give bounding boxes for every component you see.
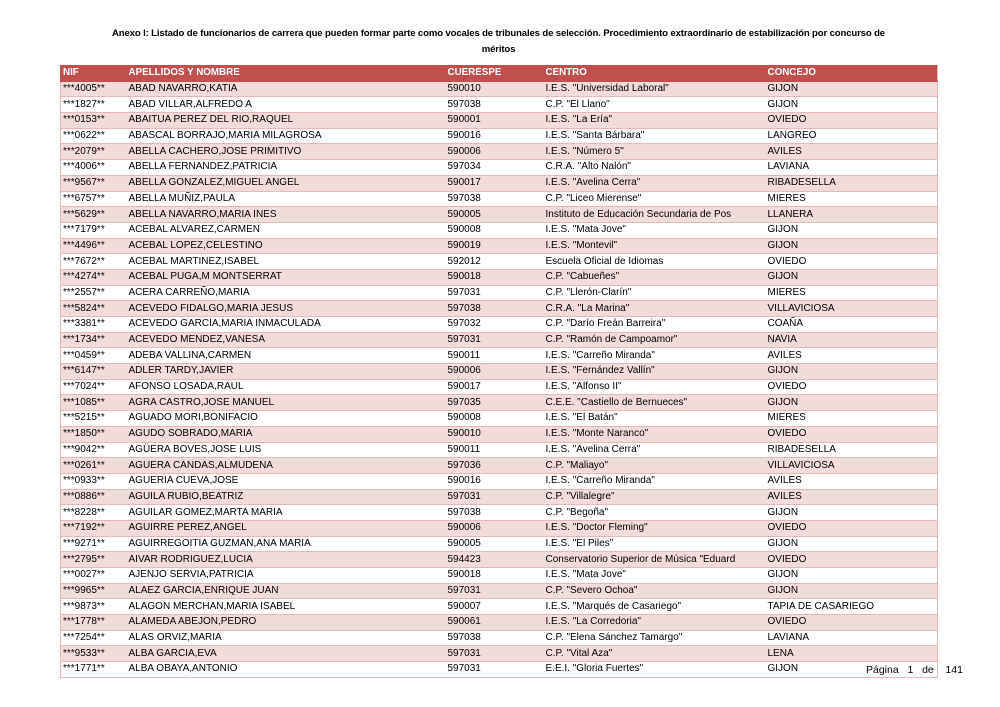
cell-name: ACERA CARREÑO,MARIA [127, 285, 446, 301]
cell-name: ALAMEDA ABEJON,PEDRO [127, 615, 446, 631]
cell-concejo: GIJON [766, 568, 938, 584]
table-row [61, 191, 938, 207]
document-title-line-1: Anexo I: Listado de funcionarios de carrera que pueden formar parte como vocales de tribunales de selección. Procedimiento extraordinario de estabilización por concurso de [112, 28, 885, 39]
table-row [61, 160, 938, 176]
cell-cueresp: 592012 [446, 254, 544, 270]
column-header-nif: NIF [61, 66, 127, 82]
cell-name: AGUERA CANDAS,ALMUDENA [127, 458, 446, 474]
cell-concejo: MIERES [766, 191, 938, 207]
cell-centro: I.E.S. "Carreño Miranda" [544, 348, 766, 364]
cell-concejo: OVIEDO [766, 113, 938, 129]
cell-nif: ***6757** [61, 191, 127, 207]
table-row [61, 473, 938, 489]
page-number [866, 664, 963, 676]
cell-name: ACEVEDO GARCIA,MARIA INMACULADA [127, 317, 446, 333]
cell-centro: I.E.S. "Universidad Laboral" [544, 81, 766, 97]
cell-cueresp: 590017 [446, 175, 544, 191]
cell-nif: ***9873** [61, 599, 127, 615]
cell-cueresp: 597031 [446, 662, 544, 678]
table-row [61, 285, 938, 301]
cell-centro: C.R.A. "Alto Nalón" [544, 160, 766, 176]
cell-centro: I.E.S. "El Batán" [544, 411, 766, 427]
cell-name: ALAEZ GARCIA,ENRIQUE JUAN [127, 583, 446, 599]
page-label: Página [866, 664, 899, 676]
cell-centro: C.P. "Darío Freán Barreira" [544, 317, 766, 333]
cell-cueresp: 597031 [446, 332, 544, 348]
cell-cueresp: 597036 [446, 458, 544, 474]
cell-nif: ***9271** [61, 536, 127, 552]
table-row [61, 458, 938, 474]
cell-centro: C.P. "Villalegre" [544, 489, 766, 505]
cell-nif: ***5629** [61, 207, 127, 223]
cell-nif: ***1771** [61, 662, 127, 678]
cell-concejo: RIBADESELLA [766, 442, 938, 458]
table-row [61, 630, 938, 646]
cell-centro: I.E.S. "Alfonso II" [544, 379, 766, 395]
cell-centro: I.E.S. "Doctor Fleming" [544, 520, 766, 536]
cell-name: AGRA CASTRO,JOSE MANUEL [127, 395, 446, 411]
cell-cueresp: 590006 [446, 144, 544, 160]
cell-nif: ***5215** [61, 411, 127, 427]
cell-concejo: GIJON [766, 536, 938, 552]
cell-name: ACEVEDO MENDEZ,VANESA [127, 332, 446, 348]
cell-cueresp: 597038 [446, 191, 544, 207]
cell-concejo: TAPIA DE CASARIEGO [766, 599, 938, 615]
cell-concejo: GIJON [766, 364, 938, 380]
table-row [61, 520, 938, 536]
cell-name: ABAD VILLAR,ALFREDO A [127, 97, 446, 113]
cell-nif: ***4274** [61, 269, 127, 285]
officials-table [60, 65, 938, 678]
cell-concejo: OVIEDO [766, 254, 938, 270]
cell-nif: ***0933** [61, 473, 127, 489]
cell-cueresp: 590018 [446, 568, 544, 584]
table-row [61, 348, 938, 364]
cell-centro: C.P. "Elena Sánchez Tamargo" [544, 630, 766, 646]
cell-cueresp: 590010 [446, 81, 544, 97]
cell-nif: ***0027** [61, 568, 127, 584]
cell-cueresp: 590008 [446, 411, 544, 427]
column-header-centro: CENTRO [544, 66, 766, 82]
cell-concejo: COAÑA [766, 317, 938, 333]
table-row [61, 505, 938, 521]
cell-cueresp: 590006 [446, 520, 544, 536]
cell-concejo: OVIEDO [766, 615, 938, 631]
cell-name: ACEBAL PUGA,M MONTSERRAT [127, 269, 446, 285]
cell-cueresp: 597032 [446, 317, 544, 333]
cell-nif: ***0622** [61, 128, 127, 144]
cell-concejo: OVIEDO [766, 552, 938, 568]
cell-concejo: GIJON [766, 395, 938, 411]
cell-cueresp: 590007 [446, 599, 544, 615]
table-row [61, 128, 938, 144]
cell-concejo: GIJON [766, 662, 938, 678]
table-row [61, 552, 938, 568]
cell-nif: ***4496** [61, 238, 127, 254]
cell-name: AGUERIA CUEVA,JOSE [127, 473, 446, 489]
cell-cueresp: 597031 [446, 646, 544, 662]
cell-name: ACEBAL MARTINEZ,ISABEL [127, 254, 446, 270]
table-row [61, 599, 938, 615]
table-row [61, 317, 938, 333]
cell-centro: C.P. "Vital Aza" [544, 646, 766, 662]
table-body [61, 81, 938, 677]
cell-nif: ***0886** [61, 489, 127, 505]
cell-nif: ***2795** [61, 552, 127, 568]
cell-nif: ***1085** [61, 395, 127, 411]
cell-concejo: LLANERA [766, 207, 938, 223]
cell-centro: I.E.S. "Montevil" [544, 238, 766, 254]
cell-name: ALBA OBAYA,ANTONIO [127, 662, 446, 678]
cell-cueresp: 597038 [446, 301, 544, 317]
cell-centro: I.E.S. "Avelina Cerra" [544, 175, 766, 191]
table-row [61, 395, 938, 411]
column-header-concejo: CONCEJO [766, 66, 938, 82]
cell-cueresp: 590017 [446, 379, 544, 395]
cell-name: ABELLA NAVARRO,MARIA INES [127, 207, 446, 223]
table-row [61, 662, 938, 678]
cell-centro: C.P. "Llerón-Clarín" [544, 285, 766, 301]
cell-cueresp: 597038 [446, 97, 544, 113]
table-header-row [61, 66, 938, 82]
table-row [61, 144, 938, 160]
table-row [61, 269, 938, 285]
cell-centro: I.E.S. "La Corredoria" [544, 615, 766, 631]
cell-name: ABASCAL BORRAJO,MARIA MILAGROSA [127, 128, 446, 144]
cell-cueresp: 590061 [446, 615, 544, 631]
cell-name: AGUIRREGOITIA GUZMAN,ANA MARIA [127, 536, 446, 552]
page-total: 141 [945, 664, 963, 676]
cell-concejo: LENA [766, 646, 938, 662]
cell-concejo: VILLAVICIOSA [766, 458, 938, 474]
document-title-line-2: méritos [481, 44, 516, 55]
cell-nif: ***7179** [61, 222, 127, 238]
cell-nif: ***7254** [61, 630, 127, 646]
cell-nif: ***9567** [61, 175, 127, 191]
cell-name: AJENJO SERVIA,PATRICIA [127, 568, 446, 584]
cell-centro: I.E.S. "El Piles" [544, 536, 766, 552]
cell-nif: ***1850** [61, 426, 127, 442]
cell-name: ALAGON MERCHAN,MARIA ISABEL [127, 599, 446, 615]
cell-centro: C.P. "El Llano" [544, 97, 766, 113]
cell-cueresp: 590005 [446, 536, 544, 552]
cell-name: AGUIRRE PEREZ,ANGEL [127, 520, 446, 536]
table-row [61, 113, 938, 129]
cell-concejo: MIERES [766, 411, 938, 427]
cell-nif: ***5824** [61, 301, 127, 317]
cell-name: ALAS ORVIZ,MARIA [127, 630, 446, 646]
cell-nif: ***9965** [61, 583, 127, 599]
cell-nif: ***4005** [61, 81, 127, 97]
page-current: 1 [907, 664, 914, 676]
table-row [61, 489, 938, 505]
cell-nif: ***0153** [61, 113, 127, 129]
table-row [61, 379, 938, 395]
cell-name: ACEBAL ALVAREZ,CARMEN [127, 222, 446, 238]
cell-centro: I.E.S. "Santa Bárbara" [544, 128, 766, 144]
cell-name: AGUILA RUBIO,BEATRIZ [127, 489, 446, 505]
cell-name: AGÜERA BOVES,JOSE LUIS [127, 442, 446, 458]
cell-centro: I.E.S. "La Ería" [544, 113, 766, 129]
table-row [61, 442, 938, 458]
column-header-cueresp: CUERESPE [446, 66, 544, 82]
cell-cueresp: 590018 [446, 269, 544, 285]
cell-cueresp: 590008 [446, 222, 544, 238]
cell-centro: I.E.S. "Monte Naranco" [544, 426, 766, 442]
table-row [61, 97, 938, 113]
cell-centro: Escuela Oficial de Idiomas [544, 254, 766, 270]
cell-cueresp: 597031 [446, 583, 544, 599]
cell-centro: E.E.I. "Gloria Fuertes" [544, 662, 766, 678]
cell-concejo: GIJON [766, 238, 938, 254]
cell-cueresp: 597035 [446, 395, 544, 411]
cell-concejo: NAVIA [766, 332, 938, 348]
cell-nif: ***0459** [61, 348, 127, 364]
cell-centro: I.E.S. "Marqués de Casariego" [544, 599, 766, 615]
cell-name: ADEBA VALLINA,CARMEN [127, 348, 446, 364]
cell-centro: C.R.A. "La Marina" [544, 301, 766, 317]
table-row [61, 583, 938, 599]
cell-cueresp: 590010 [446, 426, 544, 442]
cell-centro: Instituto de Educación Secundaria de Pos [544, 207, 766, 223]
cell-name: ACEVEDO FIDALGO,MARIA JESUS [127, 301, 446, 317]
table-row [61, 364, 938, 380]
cell-nif: ***7192** [61, 520, 127, 536]
cell-cueresp: 594423 [446, 552, 544, 568]
cell-nif: ***1778** [61, 615, 127, 631]
table-row [61, 222, 938, 238]
cell-nif: ***2079** [61, 144, 127, 160]
cell-name: ACEBAL LOPEZ,CELESTINO [127, 238, 446, 254]
cell-cueresp: 597034 [446, 160, 544, 176]
cell-concejo: GIJON [766, 81, 938, 97]
cell-cueresp: 590019 [446, 238, 544, 254]
cell-centro: C.P. "Ramón de Campoamor" [544, 332, 766, 348]
cell-nif: ***1827** [61, 97, 127, 113]
table-row [61, 332, 938, 348]
cell-centro: Conservatorio Superior de Música "Eduard [544, 552, 766, 568]
table-row [61, 175, 938, 191]
cell-centro: C.P. "Liceo Mierense" [544, 191, 766, 207]
cell-name: ABELLA CACHERO,JOSE PRIMITIVO [127, 144, 446, 160]
document-title [60, 26, 937, 58]
cell-centro: I.E.S. "Número 5" [544, 144, 766, 160]
cell-centro: I.E.S. "Mata Jove" [544, 568, 766, 584]
cell-concejo: LAVIANA [766, 160, 938, 176]
cell-concejo: LAVIANA [766, 630, 938, 646]
cell-cueresp: 590011 [446, 348, 544, 364]
cell-nif: ***1734** [61, 332, 127, 348]
cell-name: AFONSO LOSADA,RAUL [127, 379, 446, 395]
cell-name: ABAITUA PEREZ DEL RIO,RAQUEL [127, 113, 446, 129]
table-header [61, 66, 938, 82]
table-row [61, 411, 938, 427]
cell-cueresp: 597031 [446, 285, 544, 301]
cell-nif: ***9533** [61, 646, 127, 662]
cell-centro: I.E.S. "Carreño Miranda" [544, 473, 766, 489]
cell-concejo: OVIEDO [766, 379, 938, 395]
cell-concejo: AVILES [766, 489, 938, 505]
cell-concejo: VILLAVICIOSA [766, 301, 938, 317]
table-row [61, 81, 938, 97]
table-row [61, 207, 938, 223]
cell-name: AGUDO SOBRADO,MARIA [127, 426, 446, 442]
cell-concejo: GIJON [766, 505, 938, 521]
column-header-name: APELLIDOS Y NOMBRE [127, 66, 446, 82]
cell-nif: ***7672** [61, 254, 127, 270]
cell-centro: C.P. "Begoña" [544, 505, 766, 521]
cell-cueresp: 590006 [446, 364, 544, 380]
cell-centro: C.E.E. "Castiello de Bernueces" [544, 395, 766, 411]
cell-nif: ***3381** [61, 317, 127, 333]
table-row [61, 536, 938, 552]
cell-name: ABELLA MUÑIZ,PAULA [127, 191, 446, 207]
table-row [61, 301, 938, 317]
cell-nif: ***6147** [61, 364, 127, 380]
cell-cueresp: 597038 [446, 630, 544, 646]
cell-cueresp: 597038 [446, 505, 544, 521]
cell-nif: ***9042** [61, 442, 127, 458]
cell-centro: C.P. "Maliayo" [544, 458, 766, 474]
cell-concejo: OVIEDO [766, 520, 938, 536]
table-row [61, 238, 938, 254]
table-row [61, 568, 938, 584]
cell-nif: ***2557** [61, 285, 127, 301]
cell-concejo: AVILES [766, 144, 938, 160]
cell-cueresp: 590005 [446, 207, 544, 223]
table-row [61, 646, 938, 662]
cell-nif: ***7024** [61, 379, 127, 395]
cell-centro: I.E.S. "Fernández Vallín" [544, 364, 766, 380]
cell-name: ADLER TARDY,JAVIER [127, 364, 446, 380]
table-row [61, 426, 938, 442]
cell-concejo: OVIEDO [766, 426, 938, 442]
cell-concejo: RIBADESELLA [766, 175, 938, 191]
cell-cueresp: 590016 [446, 473, 544, 489]
cell-name: ABELLA GONZALEZ,MIGUEL ANGEL [127, 175, 446, 191]
cell-cueresp: 590001 [446, 113, 544, 129]
cell-concejo: LANGREO [766, 128, 938, 144]
cell-concejo: GIJON [766, 97, 938, 113]
cell-centro: C.P. "Cabueñes" [544, 269, 766, 285]
cell-centro: C.P. "Severo Ochoa" [544, 583, 766, 599]
cell-centro: I.E.S. "Avelina Cerra" [544, 442, 766, 458]
cell-name: AIVAR RODRIGUEZ,LUCIA [127, 552, 446, 568]
cell-concejo: AVILES [766, 473, 938, 489]
page-of-label: de [922, 664, 934, 676]
cell-concejo: GIJON [766, 269, 938, 285]
cell-concejo: GIJON [766, 583, 938, 599]
cell-name: ABELLA FERNANDEZ,PATRICIA [127, 160, 446, 176]
table-row [61, 254, 938, 270]
cell-cueresp: 590011 [446, 442, 544, 458]
cell-concejo: AVILES [766, 348, 938, 364]
cell-cueresp: 597031 [446, 489, 544, 505]
cell-nif: ***8228** [61, 505, 127, 521]
cell-centro: I.E.S. "Mata Jove" [544, 222, 766, 238]
cell-name: ALBA GARCIA,EVA [127, 646, 446, 662]
cell-nif: ***0261** [61, 458, 127, 474]
cell-name: AGUADO MORI,BONIFACIO [127, 411, 446, 427]
cell-concejo: GIJON [766, 222, 938, 238]
cell-concejo: MIERES [766, 285, 938, 301]
cell-name: AGUILAR GOMEZ,MARTA MARIA [127, 505, 446, 521]
table-row [61, 615, 938, 631]
cell-cueresp: 590016 [446, 128, 544, 144]
cell-name: ABAD NAVARRO,KATIA [127, 81, 446, 97]
cell-nif: ***4006** [61, 160, 127, 176]
